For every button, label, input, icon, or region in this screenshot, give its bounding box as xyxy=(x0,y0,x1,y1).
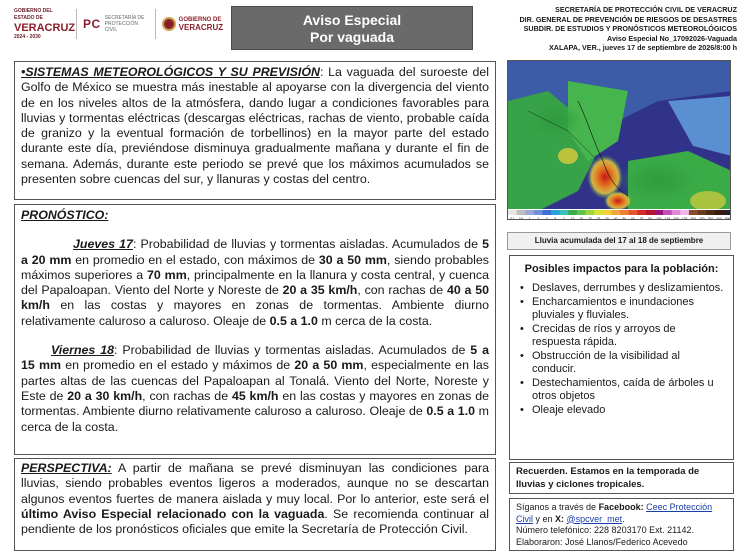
scale-label: 300 xyxy=(707,217,714,220)
scale-swatch xyxy=(568,210,577,215)
scale-label: 100 xyxy=(656,217,662,220)
forecast-section xyxy=(14,204,496,455)
impact-item: • Obstrucción de la visibilidad al conducir. xyxy=(518,350,725,377)
scale-label: 20 xyxy=(588,217,592,220)
scale-swatch xyxy=(586,210,595,215)
scale-label: 0.1 xyxy=(510,217,515,220)
scale-swatch xyxy=(542,210,551,215)
scale-label: 40 xyxy=(613,217,618,220)
scale-label: 1 xyxy=(528,217,531,220)
scale-swatch xyxy=(603,210,612,215)
scale-label: 50 xyxy=(622,217,627,220)
scale-label: 70 xyxy=(639,217,644,220)
credits: Elaboraron: José Llanos/Federico Acevedo xyxy=(516,536,688,547)
impact-item: • Destechamientos, caída de árboles u otros objetos xyxy=(518,377,725,404)
facebook-link[interactable]: Ceec Protección Civil xyxy=(516,502,713,524)
scale-label: 15 xyxy=(579,217,584,220)
scale-swatch xyxy=(611,210,620,215)
scale-swatch xyxy=(646,210,655,215)
scale-swatch xyxy=(637,210,646,215)
logo-strip xyxy=(8,6,224,42)
scale-swatch xyxy=(517,210,526,215)
scale-swatch xyxy=(689,210,698,215)
scale-swatch xyxy=(663,210,672,215)
impact-item: • Crecidas de ríos y arroyos de respuesta rápida. xyxy=(518,323,725,350)
contact-section: Síganos a través de Facebook: Ceec Protección Civil y en X: @spcver_met. Número telefónico: 228 8203170 Ext. 21142. Elaboraron: José Llanos/Federico Acevedo xyxy=(509,498,734,551)
scale-swatch xyxy=(525,210,534,215)
impact-item: • Encharcamientos e inundaciones pluviales y fluviales. xyxy=(518,296,725,323)
scale-label: 125 xyxy=(664,217,671,220)
systems-section xyxy=(14,61,496,200)
bulletin-number: Aviso Especial No_17092026-Vaguada xyxy=(607,33,737,43)
phone-number: Número telefónico: 228 8203170 Ext. 21142. xyxy=(516,525,694,535)
veracruz-seal-icon xyxy=(162,17,176,31)
state-government-logo: GOBIERNO DEL ESTADO DE VERACRUZ 2024 - 2030 xyxy=(14,7,76,40)
scale-swatch xyxy=(680,210,689,215)
scale-swatch xyxy=(560,210,569,215)
scale-label: 0.5 xyxy=(518,217,524,220)
scale-label: 25 xyxy=(596,217,601,220)
scale-label: 500 xyxy=(725,217,731,220)
scale-swatch xyxy=(672,210,681,215)
season-reminder: Recuerden. Estamos en la temporada de lluvias y ciclones tropicales. xyxy=(509,462,734,494)
scale-swatch xyxy=(620,210,629,215)
scale-label: 175 xyxy=(681,217,688,220)
outlook-heading: PERSPECTIVA: xyxy=(21,461,112,475)
scale-swatch xyxy=(629,210,638,215)
scale-label: 400 xyxy=(716,217,722,220)
map-caption: Lluvia acumulada del 17 al 18 de septiembre xyxy=(507,232,731,250)
scale-label: 7 xyxy=(563,217,565,220)
scale-label: 60 xyxy=(631,217,635,220)
friday-label: Viernes 18 xyxy=(51,343,115,358)
scale-label: 3 xyxy=(545,217,548,220)
scale-swatch xyxy=(594,210,603,215)
scale-swatch xyxy=(534,210,543,215)
rainfall-map-image xyxy=(508,61,731,220)
scale-label: 30 xyxy=(605,217,609,220)
scale-swatch xyxy=(706,210,715,215)
scale-label: 2 xyxy=(537,217,540,220)
forecast-thursday: Jueves 17: Probabilidad de lluvias y tormentas aisladas. Acumulados de 5 a 20 mm en promedio en el estado, con máximos de 30 a 50 mm, siendo probables máximos superiores a 70 mm, principalmente en la llanura y costa central, y cuenca del Papaloapan. Viento del Norte y Noreste de 20 a 35 km/h, con rachas de 40 a 50 km/h en las costas y mayores en zonas de tormentas. Ambiente diurno relativamente caluroso a caluroso. Oleaje de 0.5 a 1.0 m cerca de la costa. xyxy=(21,237,490,328)
scale-swatch xyxy=(654,210,663,215)
title-line-2: Por vaguada xyxy=(309,29,395,45)
pc-logo: PC SECRETARÍA DE PROTECCIÓN CIVIL xyxy=(76,9,149,39)
scale-label: 250 xyxy=(699,217,705,220)
scale-swatch xyxy=(577,210,586,215)
scale-swatch xyxy=(508,210,517,215)
scale-label: 150 xyxy=(673,217,679,220)
scale-label: 80 xyxy=(648,217,652,220)
veracruz-logo: GOBIERNO DE VERACRUZ xyxy=(155,9,223,39)
scale-swatch xyxy=(551,210,560,215)
systems-heading: •SISTEMAS METEOROLÓGICOS Y SU PREVISIÓN xyxy=(21,65,320,79)
title-line-1: Aviso Especial xyxy=(302,12,402,28)
impacts-heading: Posibles impactos para la población: xyxy=(524,263,719,275)
scale-swatch xyxy=(723,210,731,215)
scale-label: 10 xyxy=(570,217,575,220)
forecast-heading: PRONÓSTICO: xyxy=(21,208,109,222)
x-link[interactable]: @spcver_met xyxy=(566,513,623,524)
outlook-section: PERSPECTIVA: A partir de mañana se prevé disminuyan las condiciones para lluvias, siendo probables eventos ligeros a moderados, aunque no se descartan algunos eventos fuertes de manera aislada y muy local. Por lo anterior, este será el último Aviso Especial relacionado con la vaguada. Se recomienda continuar al pendiente de los pronósticos oficiales que emite la Secretaría de Protección Civil. xyxy=(14,458,496,551)
outlook-last-notice: último Aviso Especial relacionado con la vaguada xyxy=(21,506,325,521)
systems-text: : La vaguada del suroeste del Golfo de México se muestra más inestable al apoyarse con la divergencia del viento de en los niveles altos de la atmósfera, dando lugar a condiciones favorables para lluvias y tormentas eléctricas (descargas eléctricas, rachas de viento, probable caída de granizo y la eventual formación de torbellinos) en la mayor parte del estado durante este día, previéndose disminuya gradualmente mañana y durante el fin de semana. Además, durante este periodo se prevé que los máximos acumulados se presenten sobre cuencas del sur, y llanuras y costas del centro. xyxy=(21,65,490,187)
rainfall-map xyxy=(507,60,731,220)
scale-swatch xyxy=(715,210,724,215)
forecast-friday: Viernes 18: Probabilidad de lluvias y tormentas aisladas. Acumulados de 5 a 15 mm en promedio en el estado y máximos de 20 a 50 mm, especialmente en las partes altas de las cuencas del Papaloapan al Tonalá. Viento del Norte, Noreste y Este de 20 a 30 km/h, con rachas de 45 km/h en las costas y mayores en zonas de tormentas. Ambiente diurno relativamente caluroso a caluroso. Oleaje de 0.5 a 1.0 m cerca de la costa. xyxy=(21,343,489,434)
thursday-label: Jueves 17 xyxy=(73,237,133,252)
impacts-list xyxy=(518,282,725,417)
impact-item: • Oleaje elevado xyxy=(518,404,725,418)
scale-swatch xyxy=(698,210,707,215)
impacts-section xyxy=(509,255,734,460)
scale-label: 5 xyxy=(554,217,557,220)
bulletin-date: XALAPA, VER., jueves 17 de septiembre de 2026/8:00 h xyxy=(548,43,737,52)
agency-info: SECRETARÍA DE PROTECCIÓN CIVIL DE VERACRUZ DIR. GENERAL DE PREVENCIÓN DE RIESGOS DE DESASTRES SUBDIR. DE ESTUDIOS Y PRONÓSTICOS METEOROLÓGICOS Aviso Especial No_17092026-Vaguada XALAPA, VER., jueves 17 de septiembre de 2026/8:00 h xyxy=(482,5,737,53)
bulletin-title xyxy=(231,6,473,50)
scale-label: 200 xyxy=(690,217,696,220)
impact-item: • Deslaves, derrumbes y deslizamientos. xyxy=(518,282,725,296)
